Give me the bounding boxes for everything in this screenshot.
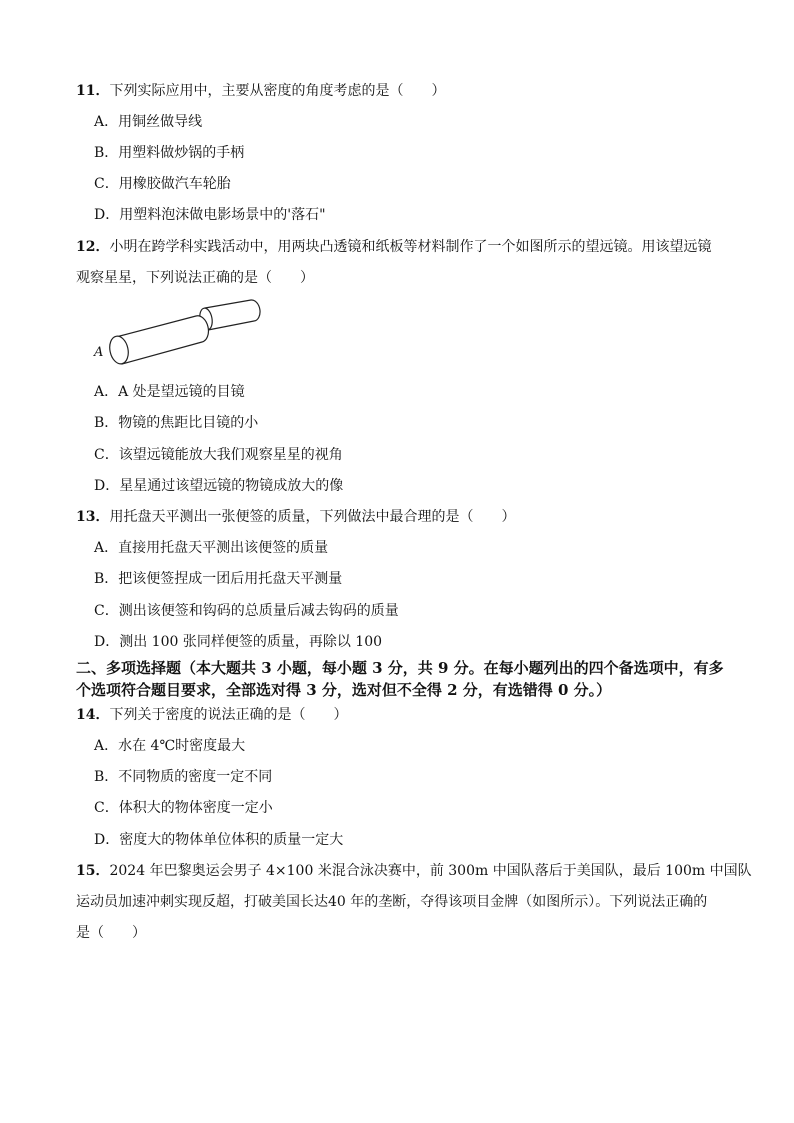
question-13-option-a: A．直接用托盘天平测出该便签的质量 [94,540,329,556]
question-15-stem [76,862,752,880]
question-number: 15． [76,863,110,879]
question-11-option-d: D．用塑料泡沫做电影场景中的'落石" [94,207,326,223]
question-text: 2024 年巴黎奥运会男子 4×100 米混合泳决赛中，前 300m 中国队落后于美国队，最后 100m 中国队 [109,863,752,879]
question-12-stem [76,238,711,256]
question-14-option-b: B．不同物质的密度一定不同 [94,769,273,785]
question-number: 14． [76,707,110,723]
question-12-option-c: C．该望远镜能放大我们观察星星的视角 [94,447,343,463]
question-number: 11． [76,83,110,99]
question-13-option-b: B．把该便签捏成一团后用托盘天平测量 [94,571,343,587]
question-15-stem-continued: 运动员加速冲刺实现反超，打破美国长达40 年的垄断，夺得该项目金牌（如图所示）。下列说法正确的 [76,894,708,910]
question-number: 12． [76,239,110,255]
question-12-option-b: B．物镜的焦距比目镜的小 [94,415,259,431]
question-text: 下列关于密度的说法正确的是（ ） [109,707,348,723]
question-11-option-b: B．用塑料做炒锅的手柄 [94,145,245,161]
question-11-option-c: C．用橡胶做汽车轮胎 [94,176,231,192]
question-number: 13． [76,509,110,525]
question-text: 用托盘天平测出一张便签的质量，下列做法中最合理的是（ ） [109,509,516,525]
question-11-option-a: A．用铜丝做导线 [94,114,203,130]
question-12-option-a: A．A 处是望远镜的目镜 [94,384,245,400]
question-12-stem-continued: 观察星星，下列说法正确的是（ ） [76,270,314,286]
question-11-stem [76,82,445,100]
question-14-option-d: D．密度大的物体单位体积的质量一定大 [94,832,344,848]
section-heading: 二、多项选择题（本大题共 3 小题，每小题 3 分，共 9 分。在每小题列出的四个备选项中，有多 [76,659,724,677]
question-text: 小明在跨学科实践活动中，用两块凸透镜和纸板等材料制作了一个如图所示的望远镜。用该望远镜 [109,239,712,255]
question-13-stem [76,508,515,526]
question-14-option-a: A．水在 4℃时密度最大 [94,738,246,754]
telescope-figure [92,294,262,376]
question-14-option-c: C．体积大的物体密度一定小 [94,800,273,816]
question-text: 下列实际应用中，主要从密度的角度考虑的是（ ） [109,83,446,99]
question-13-option-c: C．测出该便签和钩码的总质量后减去钩码的质量 [94,603,399,619]
question-14-stem [76,706,347,724]
question-13-option-d: D．测出 100 张同样便签的质量，再除以 100 [94,634,383,650]
telescope-end-label: A [94,345,104,360]
question-12-option-d: D．星星通过该望远镜的物镜成放大的像 [94,478,344,494]
question-15-stem-end: 是（ ） [76,925,146,941]
section-heading-continued: 个选项符合题目要求，全部选对得 3 分，选对但不全得 2 分，有选错得 0 分。） [76,681,612,699]
